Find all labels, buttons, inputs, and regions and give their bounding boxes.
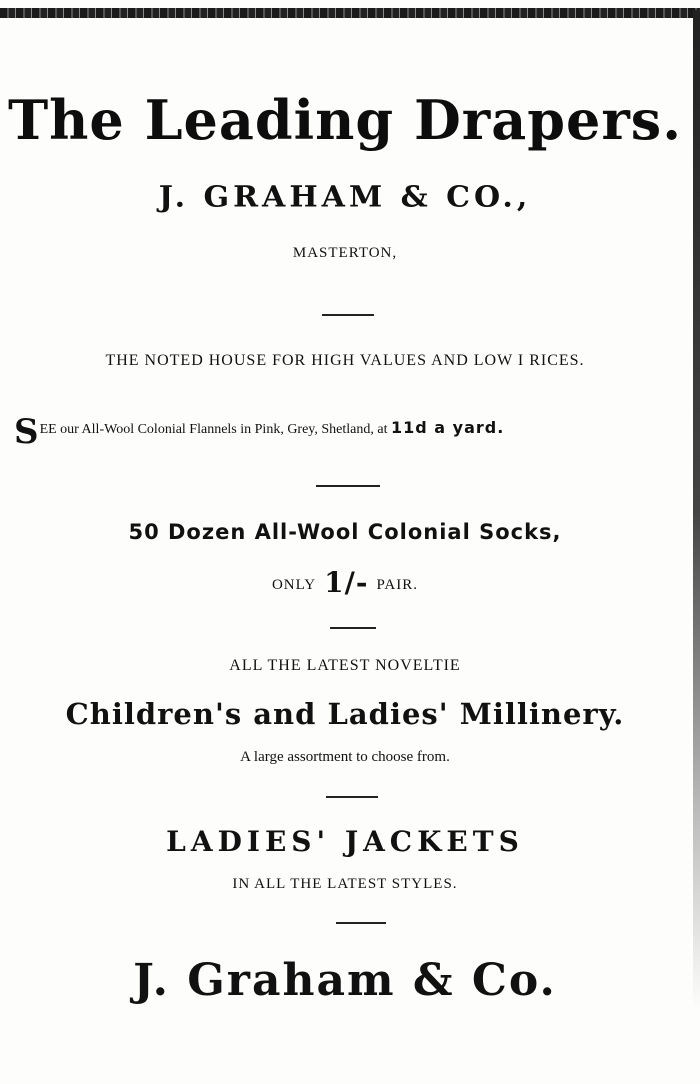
divider-rule [322, 314, 374, 316]
socks-headline: 50 Dozen All-Wool Colonial Socks, [128, 520, 562, 544]
socks-amount: 1/- [324, 566, 369, 599]
millinery-headline: Children's and Ladies' Millinery. [65, 697, 625, 731]
divider-rule [330, 627, 376, 629]
divider-rule [336, 922, 386, 924]
divider-rule [326, 796, 378, 798]
socks-suffix: PAIR. [376, 577, 419, 593]
town: MASTERTON, [292, 245, 398, 261]
assortment-line: A large assortment to choose from. [240, 749, 450, 765]
signature: J. Graham & Co. [133, 955, 557, 1006]
jackets-subline: IN ALL THE LATEST STYLES. [232, 876, 458, 892]
flannels-text: EE our All-Wool Colonial Flannels in Pink, Grey, Shetland, at [39, 422, 391, 437]
headline: The Leading Drapers. [7, 88, 683, 152]
socks-price-line [0, 566, 690, 599]
divider-rule [316, 485, 380, 487]
tagline: THE NOTED HOUSE FOR HIGH VALUES AND LOW I RICES. [105, 352, 585, 369]
drop-cap: S [14, 412, 39, 452]
socks-prefix: ONLY [271, 577, 317, 593]
firm-name: J. GRAHAM & CO., [158, 180, 532, 215]
right-border-rule [693, 10, 700, 1010]
flannels-line [14, 412, 694, 452]
jackets-headline: LADIES' JACKETS [166, 825, 524, 858]
flannels-price: 11d a yard. [391, 418, 505, 437]
novelties-line: ALL THE LATEST NOVELTIE [229, 657, 461, 674]
